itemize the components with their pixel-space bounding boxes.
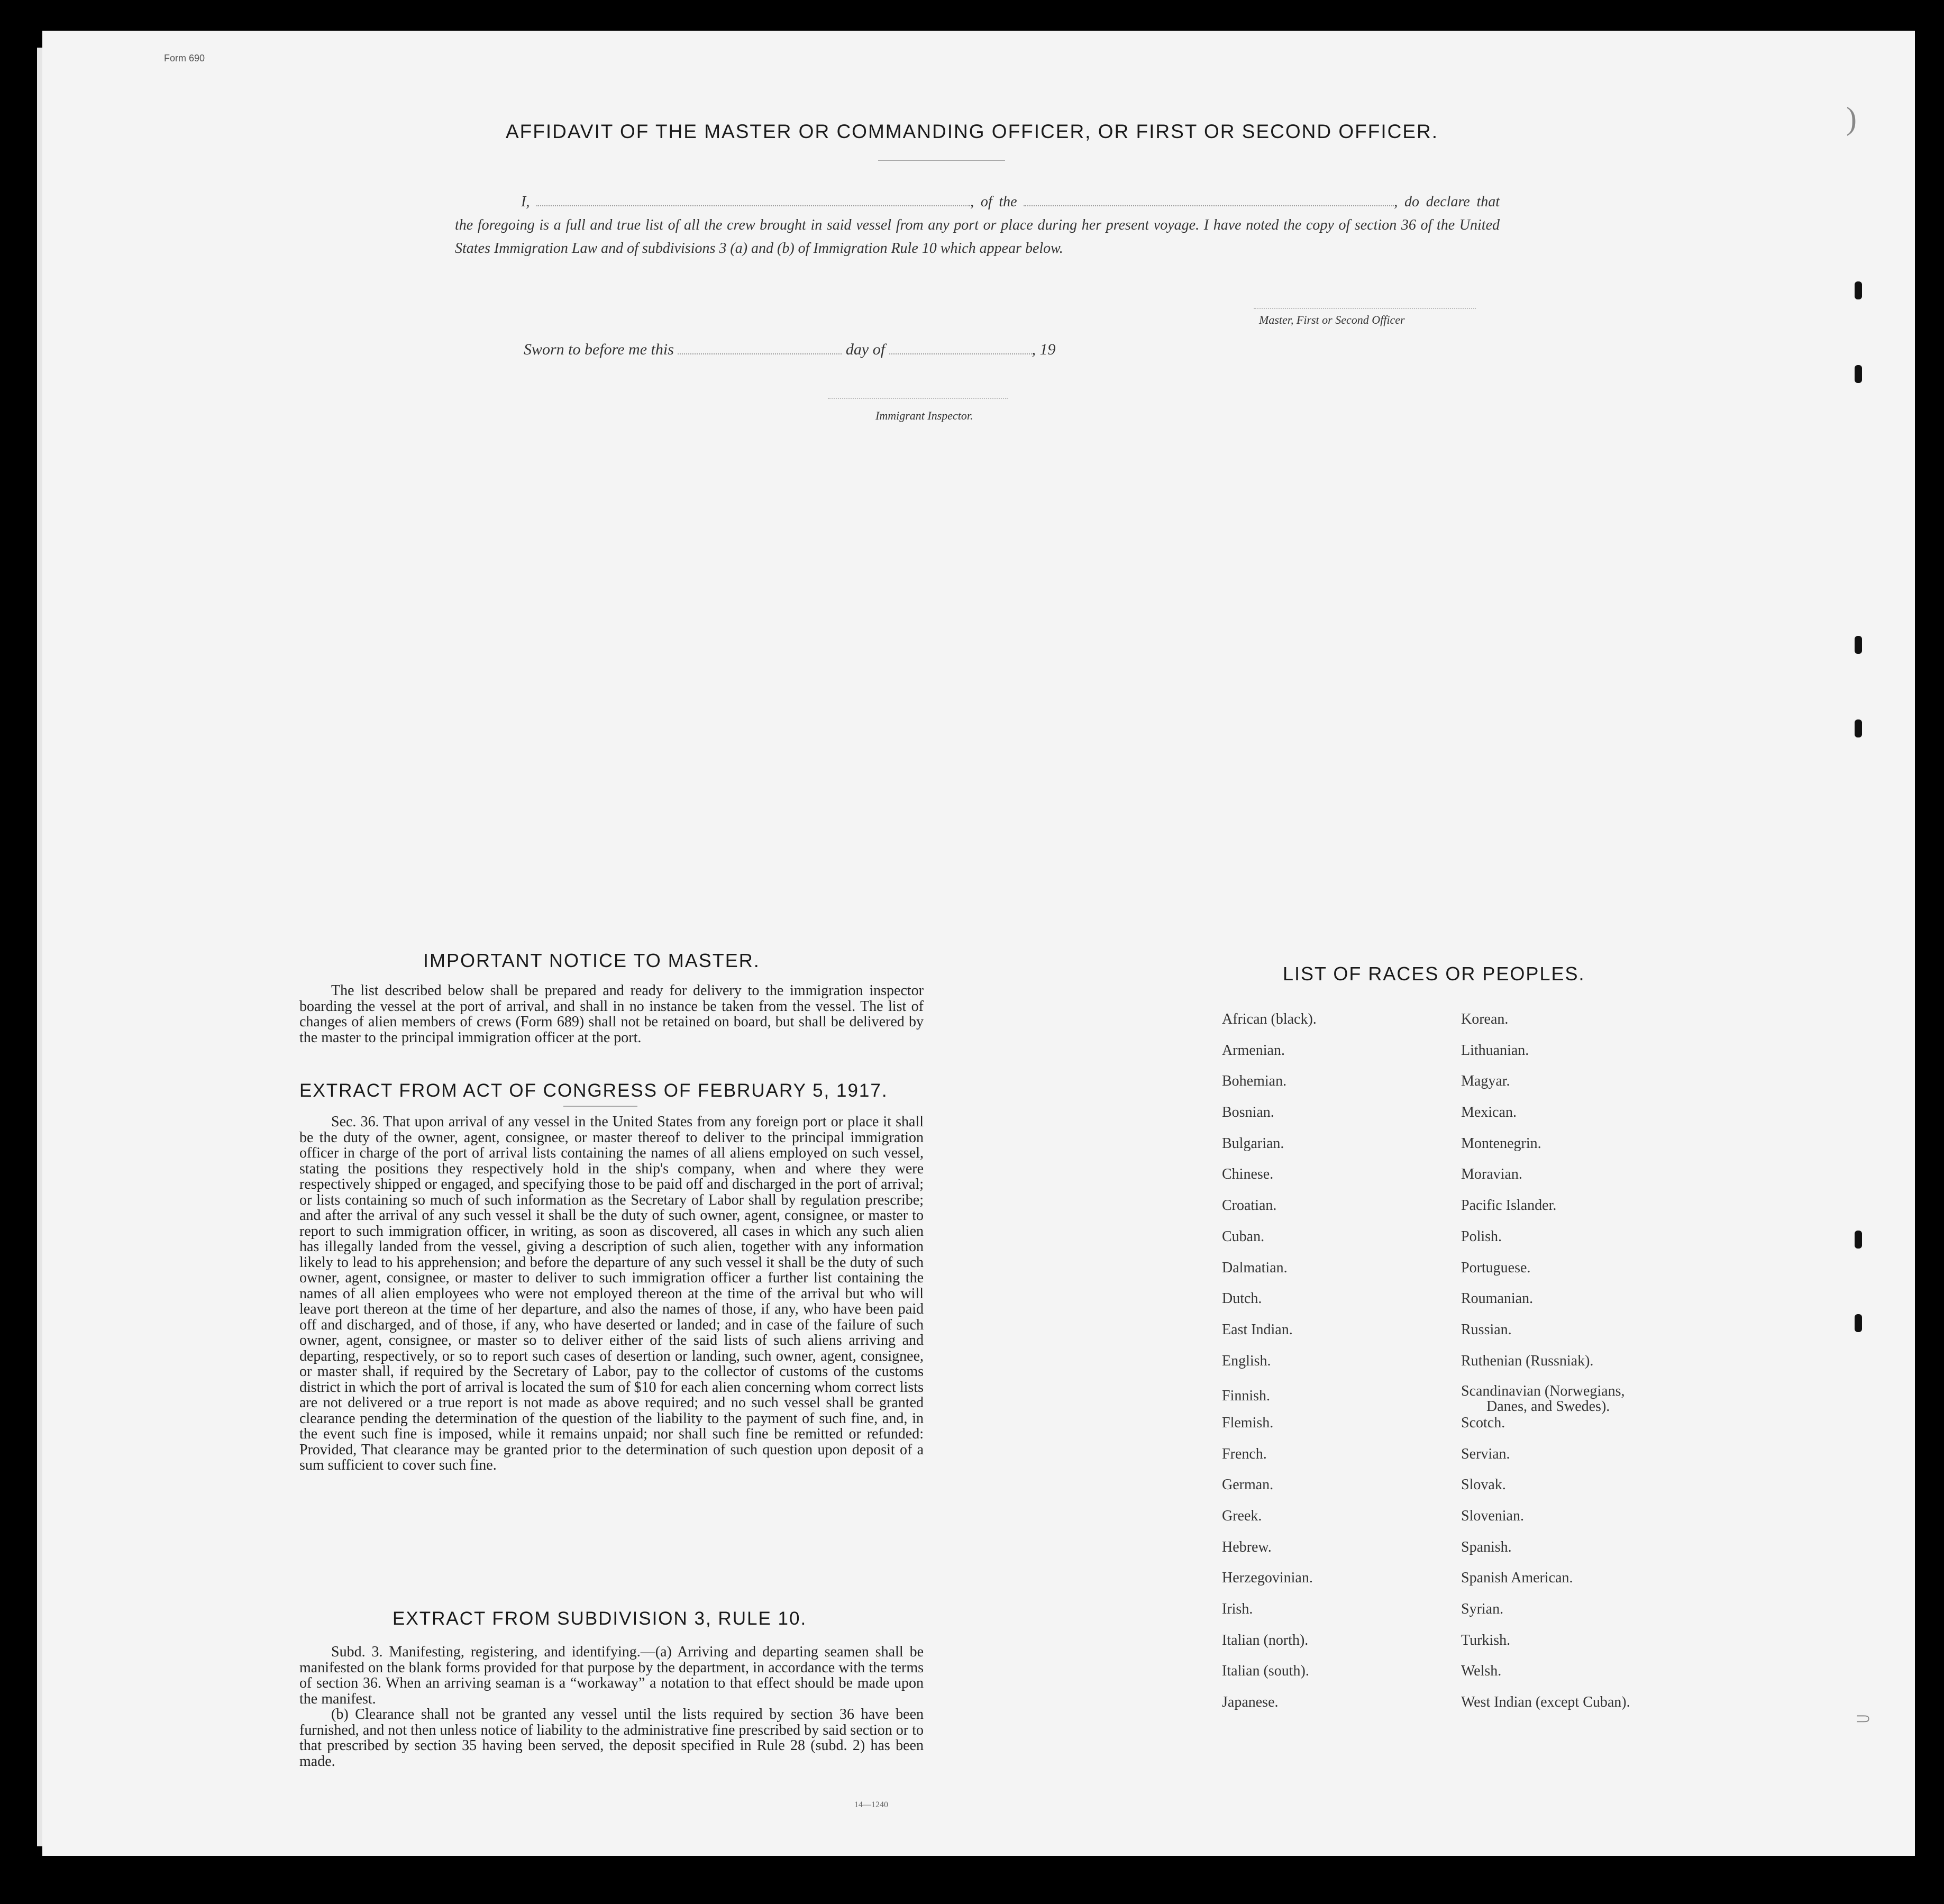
- signature-label: Master, First or Second Officer: [1259, 313, 1405, 326]
- race-item: West Indian (except Cuban).: [1461, 1694, 1630, 1711]
- race-item: Roumanian.: [1461, 1290, 1534, 1307]
- race-item: Pacific Islander.: [1461, 1197, 1557, 1214]
- rule-subdivision-3: [299, 1644, 924, 1769]
- race-item: Hebrew.: [1222, 1538, 1272, 1555]
- race-item: Turkish.: [1461, 1632, 1511, 1648]
- race-item: Montenegrin.: [1461, 1135, 1541, 1152]
- sworn-prefix: Sworn to before me this: [524, 341, 674, 358]
- race-item: Syrian.: [1461, 1601, 1504, 1618]
- race-item: Finnish.: [1222, 1388, 1271, 1405]
- race-item: Flemish.: [1222, 1414, 1274, 1431]
- binding-hole: [1855, 1314, 1862, 1332]
- officer-name-field[interactable]: [536, 194, 970, 206]
- race-item: German.: [1222, 1477, 1274, 1493]
- inspector-signature-line[interactable]: [828, 398, 1008, 399]
- affidavit-pronoun: I,: [521, 194, 530, 210]
- races-column-2: [1461, 1011, 1726, 1725]
- race-item: Croatian.: [1222, 1197, 1277, 1214]
- race-item: Slovenian.: [1461, 1508, 1524, 1524]
- race-item: Greek.: [1222, 1508, 1262, 1524]
- affidavit-title: AFFIDAVIT OF THE MASTER OR COMMANDING OFFICER, OR FIRST OR SECOND OFFICER.: [505, 121, 1439, 142]
- vessel-name-field[interactable]: [1024, 194, 1394, 206]
- race-item: Slovak.: [1461, 1477, 1506, 1493]
- race-item: East Indian.: [1222, 1321, 1293, 1338]
- race-item: English.: [1222, 1352, 1271, 1369]
- race-item: Bulgarian.: [1222, 1135, 1284, 1152]
- race-item: Scandinavian (Norwegians,: [1461, 1383, 1625, 1400]
- race-item: Bohemian.: [1222, 1073, 1287, 1090]
- sworn-month-field[interactable]: [889, 342, 1032, 354]
- race-item: African (black).: [1222, 1011, 1317, 1027]
- act-extract-title: EXTRACT FROM ACT OF CONGRESS OF FEBRUARY 5, 1917.: [299, 1080, 888, 1101]
- act-divider: [563, 1106, 637, 1107]
- inspector-label: Immigrant Inspector.: [875, 409, 973, 422]
- race-item: Moravian.: [1461, 1166, 1522, 1183]
- race-item: Dalmatian.: [1222, 1259, 1288, 1276]
- paper-mark: ⸧: [1852, 1707, 1874, 1731]
- affidavit-declare: , do declare: [1394, 194, 1470, 210]
- sworn-line: [524, 341, 1056, 359]
- binding-hole: [1855, 719, 1862, 737]
- race-item: Korean.: [1461, 1011, 1509, 1027]
- sworn-day-field[interactable]: [678, 342, 842, 354]
- print-number: 14—1240: [854, 1800, 888, 1809]
- race-item: Italian (north).: [1222, 1632, 1309, 1648]
- race-item: Servian.: [1461, 1445, 1510, 1462]
- race-item: Irish.: [1222, 1601, 1253, 1618]
- race-item: Cuban.: [1222, 1228, 1265, 1245]
- notice-title: IMPORTANT NOTICE TO MASTER.: [423, 950, 760, 971]
- race-item: Scotch.: [1461, 1414, 1505, 1431]
- race-item: Chinese.: [1222, 1166, 1274, 1183]
- signature-line[interactable]: [1254, 308, 1476, 309]
- races-column-1: [1222, 1011, 1486, 1725]
- race-item: Armenian.: [1222, 1042, 1285, 1059]
- affidavit-text: [455, 190, 1500, 260]
- binding-hole: [1855, 636, 1862, 654]
- form-number: Form 690: [164, 53, 205, 63]
- race-item: Welsh.: [1461, 1663, 1502, 1680]
- race-item: Japanese.: [1222, 1694, 1279, 1711]
- race-item: Dutch.: [1222, 1290, 1262, 1307]
- affidavit-of-the: , of the: [970, 194, 1017, 210]
- paper-mark: ): [1846, 101, 1857, 136]
- notice-body: The list described below shall be prepared and ready for delivery to the immigration inspector boarding the vessel at the port of arrival, and shall in no instance be taken from the vessel. The list of changes of alien members of crews (Form 689) shall not be retained on board, but shall be delivered by the master to the principal immigration officer at the port.: [299, 982, 924, 1046]
- race-item: Polish.: [1461, 1228, 1502, 1245]
- title-divider: [878, 160, 1005, 161]
- binding-hole: [1855, 1231, 1862, 1249]
- rule-paragraph-b: (b) Clearance shall not be granted any vessel until the lists required by section 36 have been furnished, and not then unless notice of liability to the administrative fine prescribed by said section or to that prescribed by section 35 having been served, the deposit specified in Rule 28 (subd. 2) has been made.: [299, 1706, 924, 1770]
- race-item: Herzegovinian.: [1222, 1570, 1313, 1587]
- act-section-36: Sec. 36. That upon arrival of any vessel in the United States from any foreign port or place it shall be the duty of the owner, agent, consignee, or master thereof to deliver to the principal immigration officer in charge of the port of arrival lists containing the names of all aliens employed on such vessel, stating the positions they respectively hold in the ship's company, when and where they were respectively shipped or engaged, and specifying those to be paid off and discharged in the port of arrival; or lists containing so much of such information as the Secretary of Labor shall by regulation prescribe; and after the arrival of any such vessel it shall be the duty of such owner, agent, consignee, or master to report to such immigration officer, in writing, as soon as discovered, all cases in which any such alien has illegally landed from the vessel, giving a description of such alien, together with any information likely to lead to his apprehension; and before the departure of any such vessel it shall be the duty of such owner, agent, consignee, or master to deliver to such immigration officer a further list containing the names of all alien employees who were not employed thereon at the time of the arrival but who will leave port thereon at the time of her departure, and also the names of those, if any, who have been paid off and discharged, and of those, if any, who have deserted or landed; and in case of the failure of such owner, agent, consignee, or master so to deliver either of the said lists of such aliens arriving and departing, respectively, or so to report such cases of desertion or landing, such owner, agent, consignee, or master shall, if required by the Secretary of Labor, pay to the collector of customs of the customs district in which the port of arrival is located the sum of $10 for each alien concerning whom correct lists are not delivered or a true report is not made as above required; and no such vessel shall be granted clearance pending the determination of the question of the liability to the payment of such fine, and, in the event such fine is imposed, while it remains unpaid; nor shall such fine be remitted or refunded: Provided, That clearance may be granted prior to the determination of such question upon deposit of a sum sufficient to cover such fine.: [299, 1114, 924, 1473]
- race-item-scandinavian: [1461, 1383, 1726, 1415]
- race-item: Bosnian.: [1222, 1104, 1274, 1121]
- race-item: Portuguese.: [1461, 1259, 1531, 1276]
- rule-extract-title: EXTRACT FROM SUBDIVISION 3, RULE 10.: [393, 1608, 807, 1629]
- affidavit-body: that the foregoing is a full and true list of all the crew brought in said vessel from any port or place during her present voyage. I have noted the copy of section 36 of the United States Immigration Law and of subdivisions 3 (a) and (b) of Immigration Rule 10 which appear below.: [455, 194, 1500, 257]
- race-item: Ruthenian (Russniak).: [1461, 1352, 1594, 1369]
- rule-paragraph-a: Subd. 3. Manifesting, registering, and identifying.—(a) Arriving and departing seamen shall be manifested on the blank forms provided for that purpose by the department, in accordance with the terms of section 36. When an arriving seaman is a “workaway” a notation to that effect should be made upon the manifest.: [299, 1644, 924, 1707]
- race-item: Spanish.: [1461, 1538, 1512, 1555]
- binding-hole: [1855, 365, 1862, 383]
- sworn-year-label: , 19: [1032, 341, 1056, 358]
- race-item-continued: Danes, and Swedes).: [1486, 1398, 1610, 1415]
- race-item: Italian (south).: [1222, 1663, 1309, 1680]
- race-item: Lithuanian.: [1461, 1042, 1529, 1059]
- race-item: Magyar.: [1461, 1073, 1510, 1090]
- race-item: French.: [1222, 1445, 1267, 1462]
- sworn-day-label: day of: [845, 341, 886, 358]
- race-item: Russian.: [1461, 1321, 1512, 1338]
- race-item: Spanish American.: [1461, 1570, 1573, 1587]
- binding-hole: [1855, 281, 1862, 299]
- race-item: Mexican.: [1461, 1104, 1517, 1121]
- races-title: LIST OF RACES OR PEOPLES.: [1283, 963, 1585, 985]
